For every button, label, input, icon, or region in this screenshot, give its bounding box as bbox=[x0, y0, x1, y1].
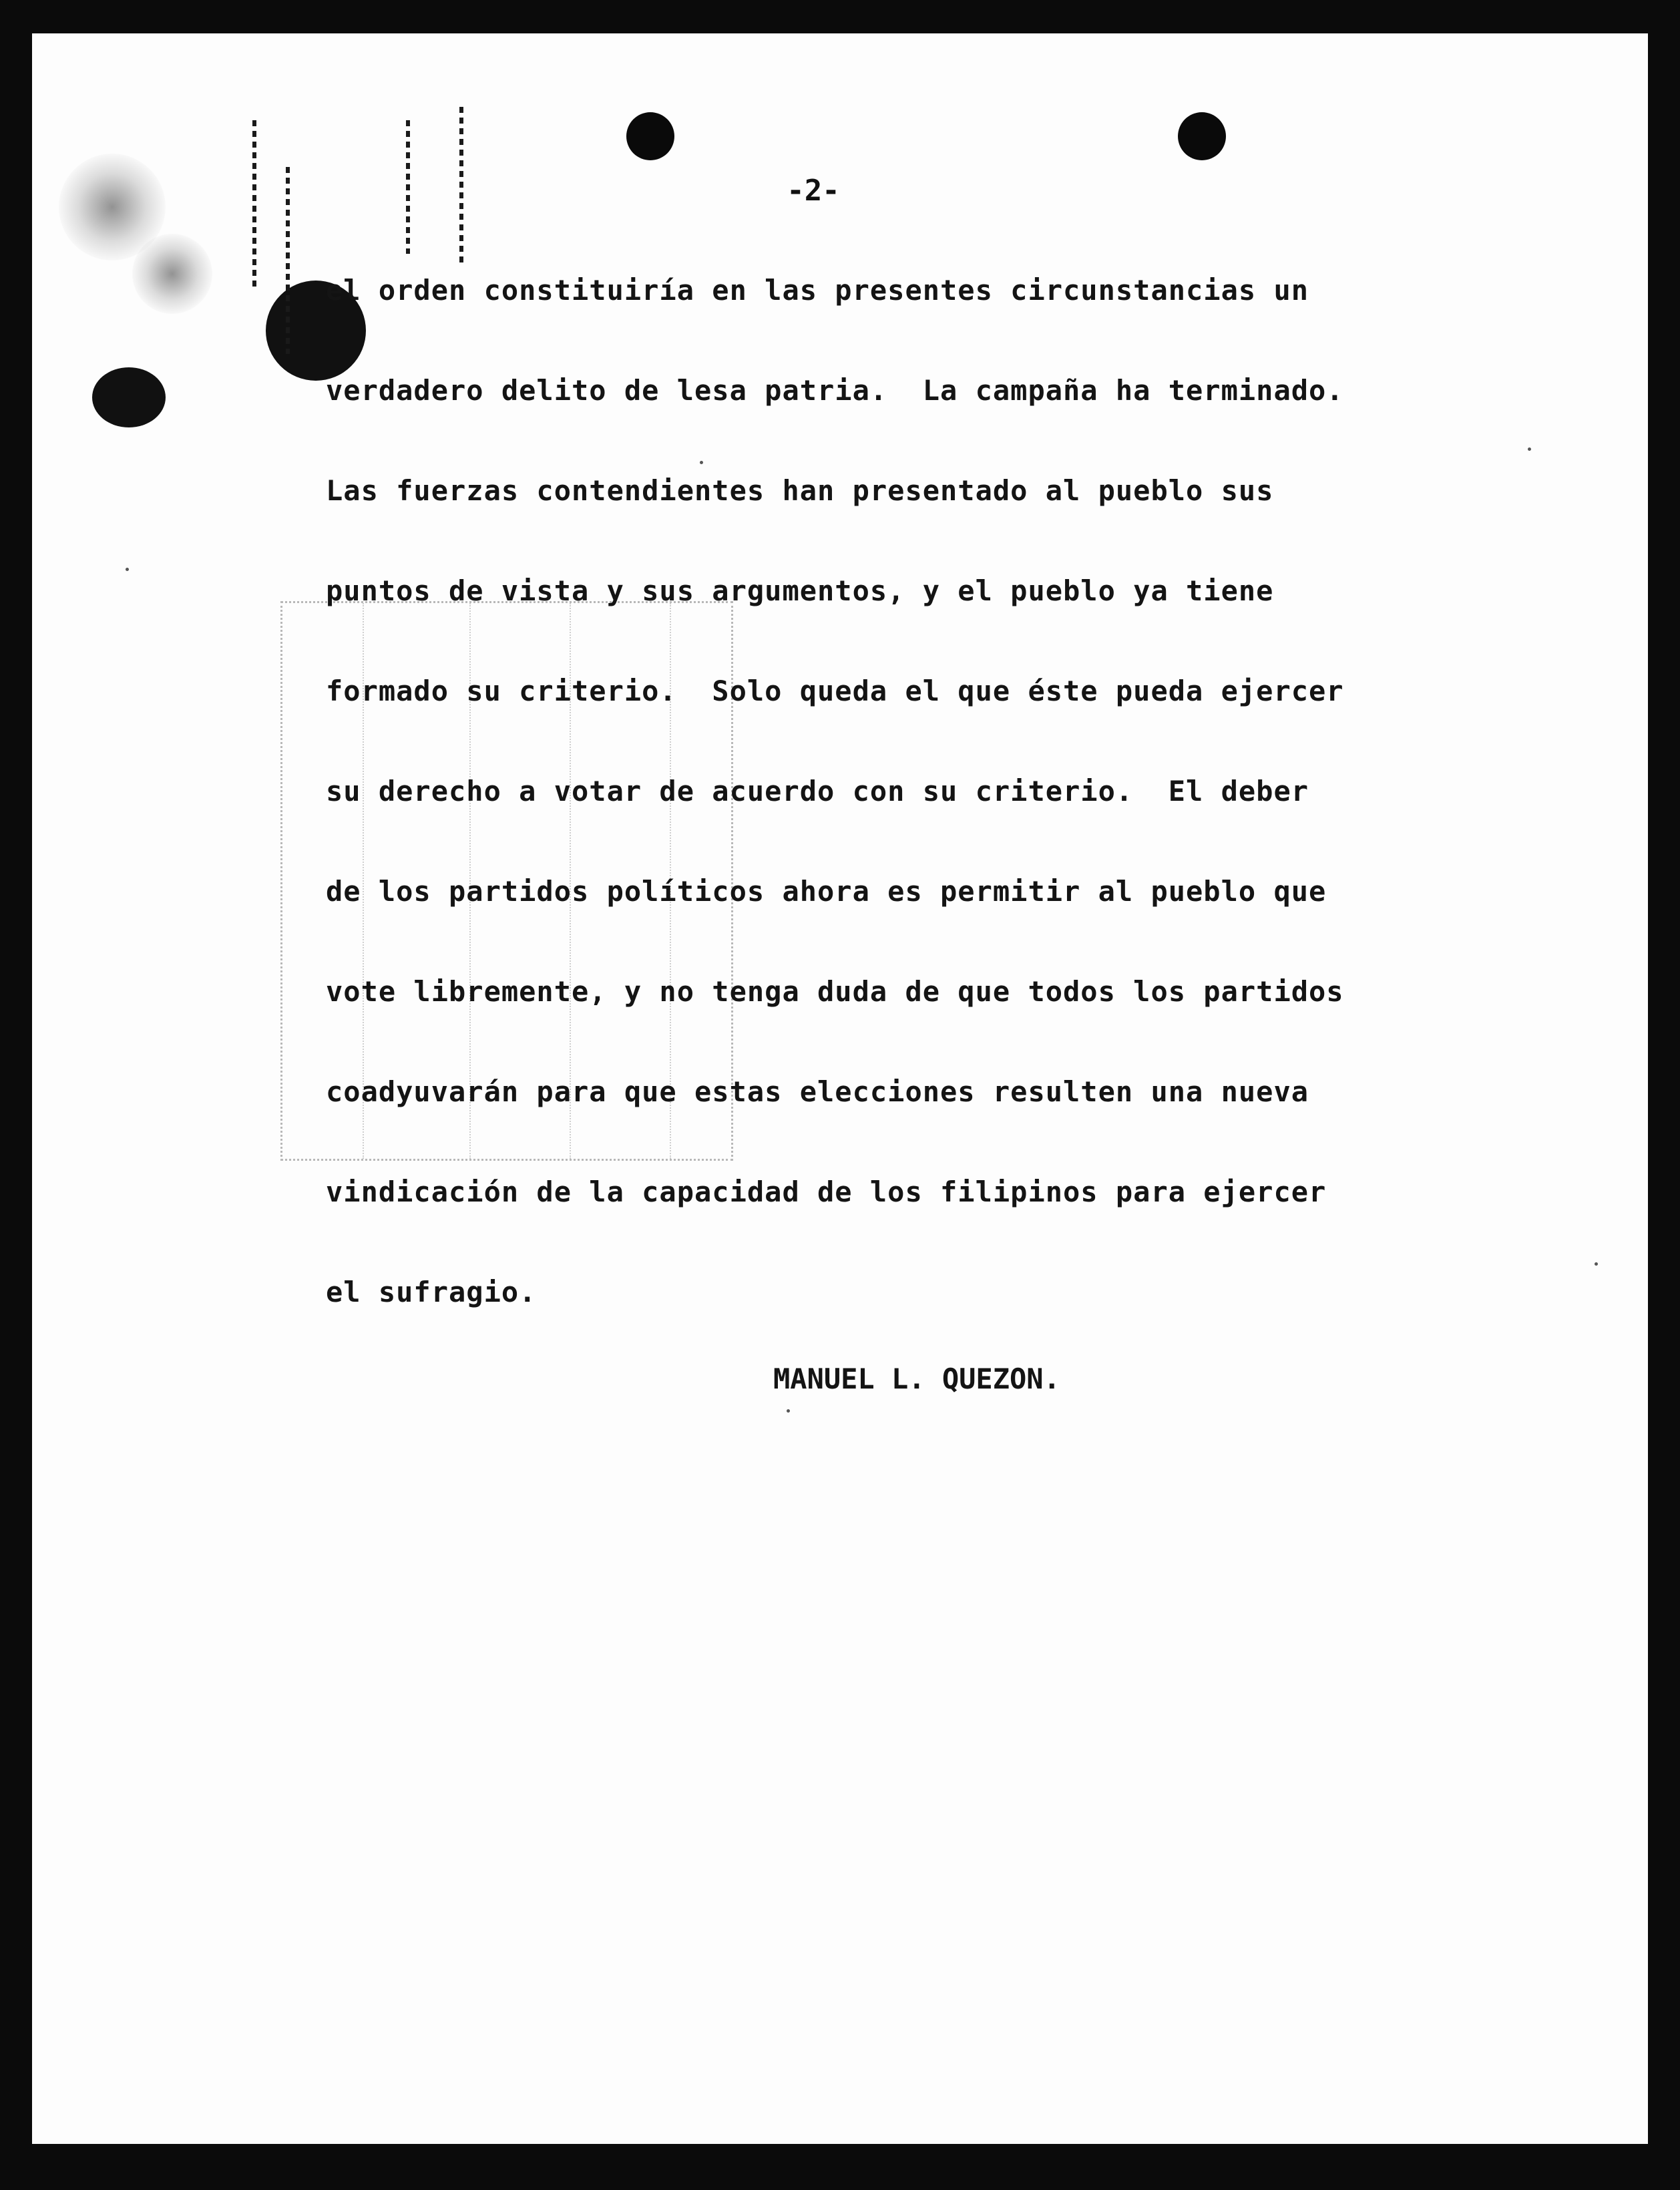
text-line: puntos de vista y sus argumentos, y el pueblo ya tiene bbox=[326, 574, 1274, 607]
text-line: verdadero delito de lesa patria. La campaña ha terminado. bbox=[326, 374, 1344, 407]
ink-blot-small bbox=[92, 367, 166, 427]
text-line: vote libremente, y no tenga duda de que todos los partidos bbox=[326, 975, 1344, 1008]
punch-hole-right bbox=[1178, 112, 1226, 160]
page-number: -2- bbox=[787, 174, 840, 208]
letter-body bbox=[326, 240, 1595, 1342]
text-line: el sufragio. bbox=[326, 1276, 537, 1308]
text-line: vindicación de la capacidad de los filipinos para ejercer bbox=[326, 1175, 1327, 1208]
text-line: su derecho a votar de acuerdo con su criterio. El deber bbox=[326, 775, 1309, 807]
margin-mark bbox=[252, 120, 256, 287]
smudge-mark bbox=[59, 154, 166, 260]
margin-mark bbox=[286, 167, 290, 354]
speck bbox=[1528, 447, 1531, 451]
speck bbox=[126, 568, 129, 571]
speck bbox=[1595, 1262, 1598, 1266]
signature-name: MANUEL L. QUEZON. bbox=[773, 1362, 1060, 1395]
text-line: de los partidos políticos ahora es permitir al pueblo que bbox=[326, 875, 1327, 908]
text-line: coadyuvarán para que estas elecciones resulten una nueva bbox=[326, 1075, 1309, 1108]
text-line: el orden constituiría en las presentes circunstancias un bbox=[326, 274, 1309, 307]
text-line: Las fuerzas contendientes han presentado al pueblo sus bbox=[326, 474, 1274, 507]
document-page bbox=[32, 33, 1648, 2144]
speck bbox=[787, 1409, 790, 1413]
margin-mark bbox=[406, 120, 410, 254]
speck bbox=[700, 461, 703, 464]
punch-hole-left bbox=[626, 112, 674, 160]
text-line: formado su criterio. Solo queda el que éste pueda ejercer bbox=[326, 675, 1344, 707]
